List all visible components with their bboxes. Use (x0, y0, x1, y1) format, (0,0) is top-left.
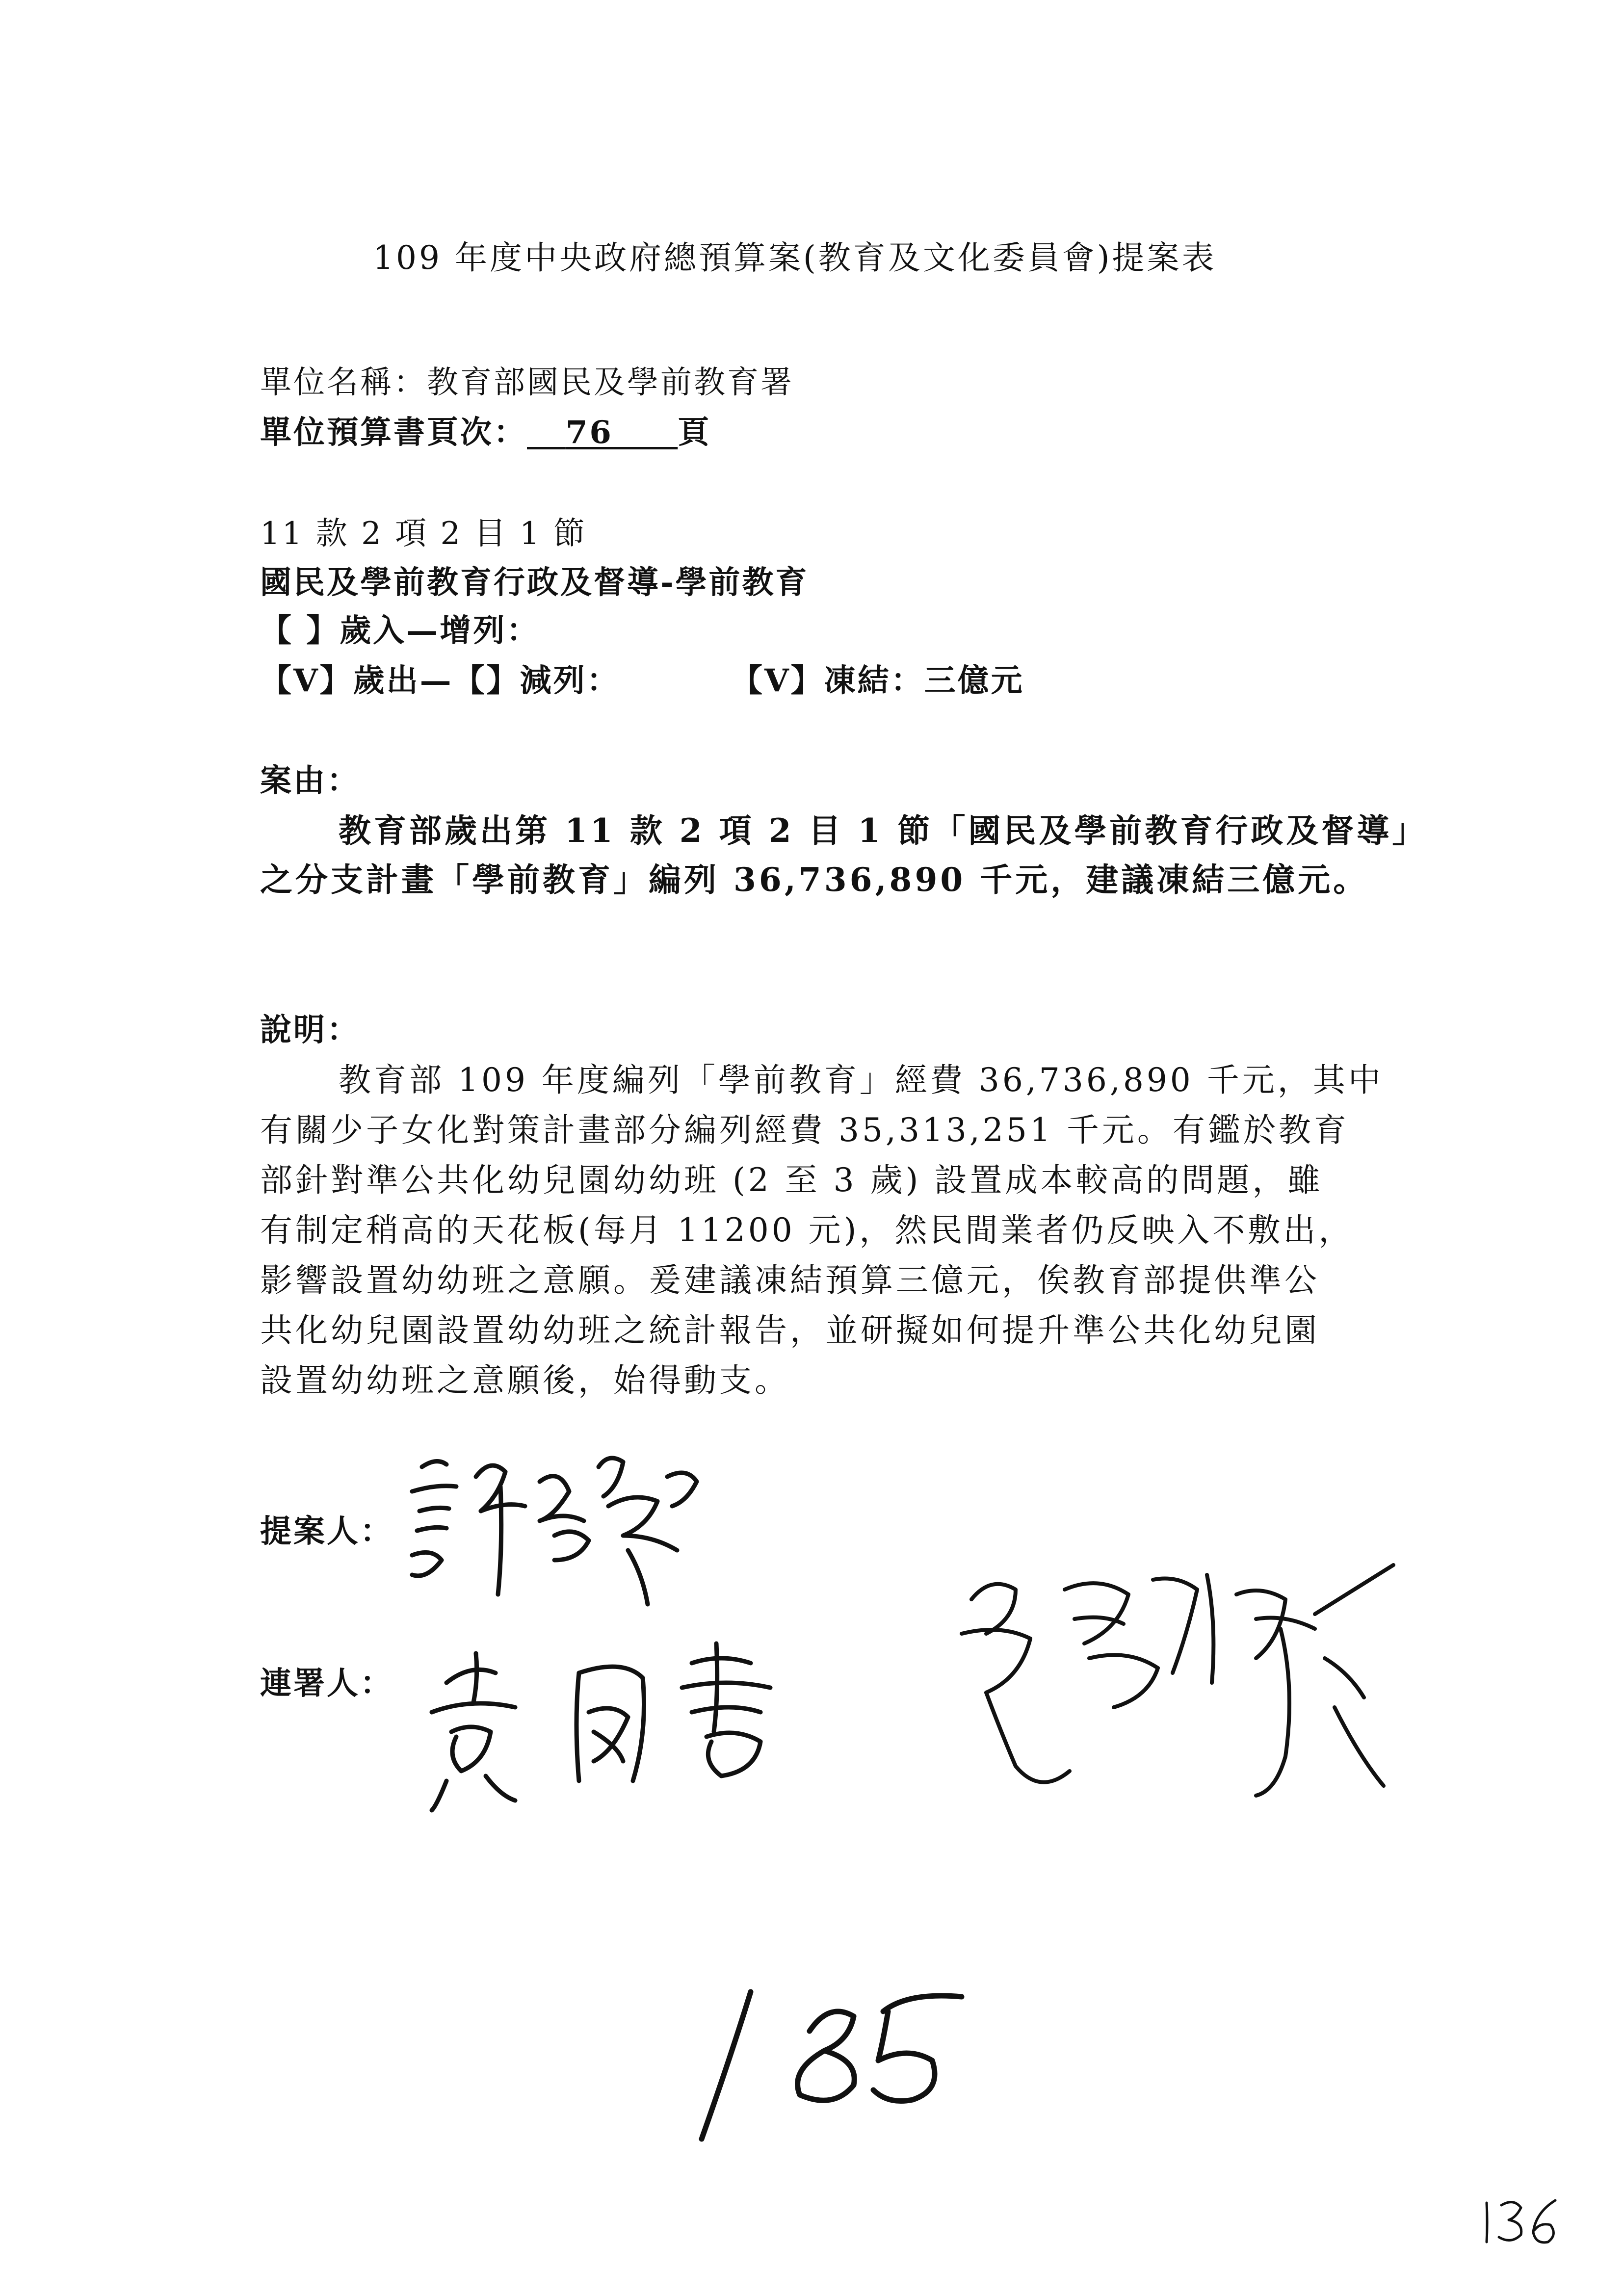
explanation-line: 影響設置幼幼班之意願。爰建議凍結預算三億元，俟教育部提供準公 (260, 1261, 1320, 1299)
document-title: 109 年度中央政府總預算案(教育及文化委員會)提案表 (373, 239, 1217, 277)
explanation-heading: 說明： (260, 1012, 360, 1048)
explanation-line: 教育部 109 年度編列「學前教育」經費 36,736,890 千元，其中 (339, 1061, 1384, 1099)
budget-page-suffix: 頁 (678, 414, 711, 451)
reason-line: 之分支計畫「學前教育」編列 36,736,890 千元，建議凍結三億元。 (260, 861, 1369, 899)
budget-page-prefix: 單位預算書頁次： (260, 414, 527, 451)
handwritten-number-136 (1477, 2193, 1575, 2257)
cosigner-label: 連署人： (260, 1665, 393, 1702)
explanation-line: 有制定稍高的天花板(每月 11200 元)，然民間業者仍反映入不敷出， (260, 1211, 1354, 1249)
program-name: 國民及學前教育行政及督導-學前教育 (260, 564, 809, 601)
proposer-label: 提案人： (260, 1513, 393, 1550)
explanation-line: 有關少子女化對策計畫部分編列經費 35,313,251 千元。有鑑於教育 (260, 1111, 1349, 1149)
revenue-line: 【 】歲入—增列： (260, 612, 540, 649)
budget-page-line (260, 407, 711, 452)
budget-page-value: 76 (565, 414, 613, 451)
explanation-line: 部針對準公共化幼兒園幼幼班 (2 至 3 歲) 設置成本較高的問題，雖 (260, 1161, 1323, 1199)
reason-line: 教育部歲出第 11 款 2 項 2 目 1 節「國民及學前教育行政及督導」 (339, 811, 1428, 850)
stamp-number-text: 185 (677, 1972, 678, 1973)
explanation-line: 設置幼幼班之意願後，始得動支。 (260, 1361, 790, 1399)
expenditure-reduction-line: 【V】歲出—【】減列： (260, 662, 620, 699)
handwritten-number-185 (677, 1972, 991, 2159)
cosigner-signature-1 (417, 1634, 849, 1820)
cosigner-signature-2 (942, 1560, 1442, 1835)
section-code: 11 款 2 項 2 目 1 節 (260, 516, 587, 552)
proposer-signature (393, 1437, 765, 1614)
budget-page-number (527, 414, 678, 451)
unit-name: 單位名稱：教育部國民及學前教育署 (260, 365, 794, 401)
explanation-line: 共化幼兒園設置幼幼班之統計報告，並研擬如何提升準公共化幼兒園 (260, 1311, 1320, 1349)
reason-heading: 案由： (260, 762, 360, 799)
freeze-line: 【V】凍結：三億元 (731, 662, 1024, 699)
